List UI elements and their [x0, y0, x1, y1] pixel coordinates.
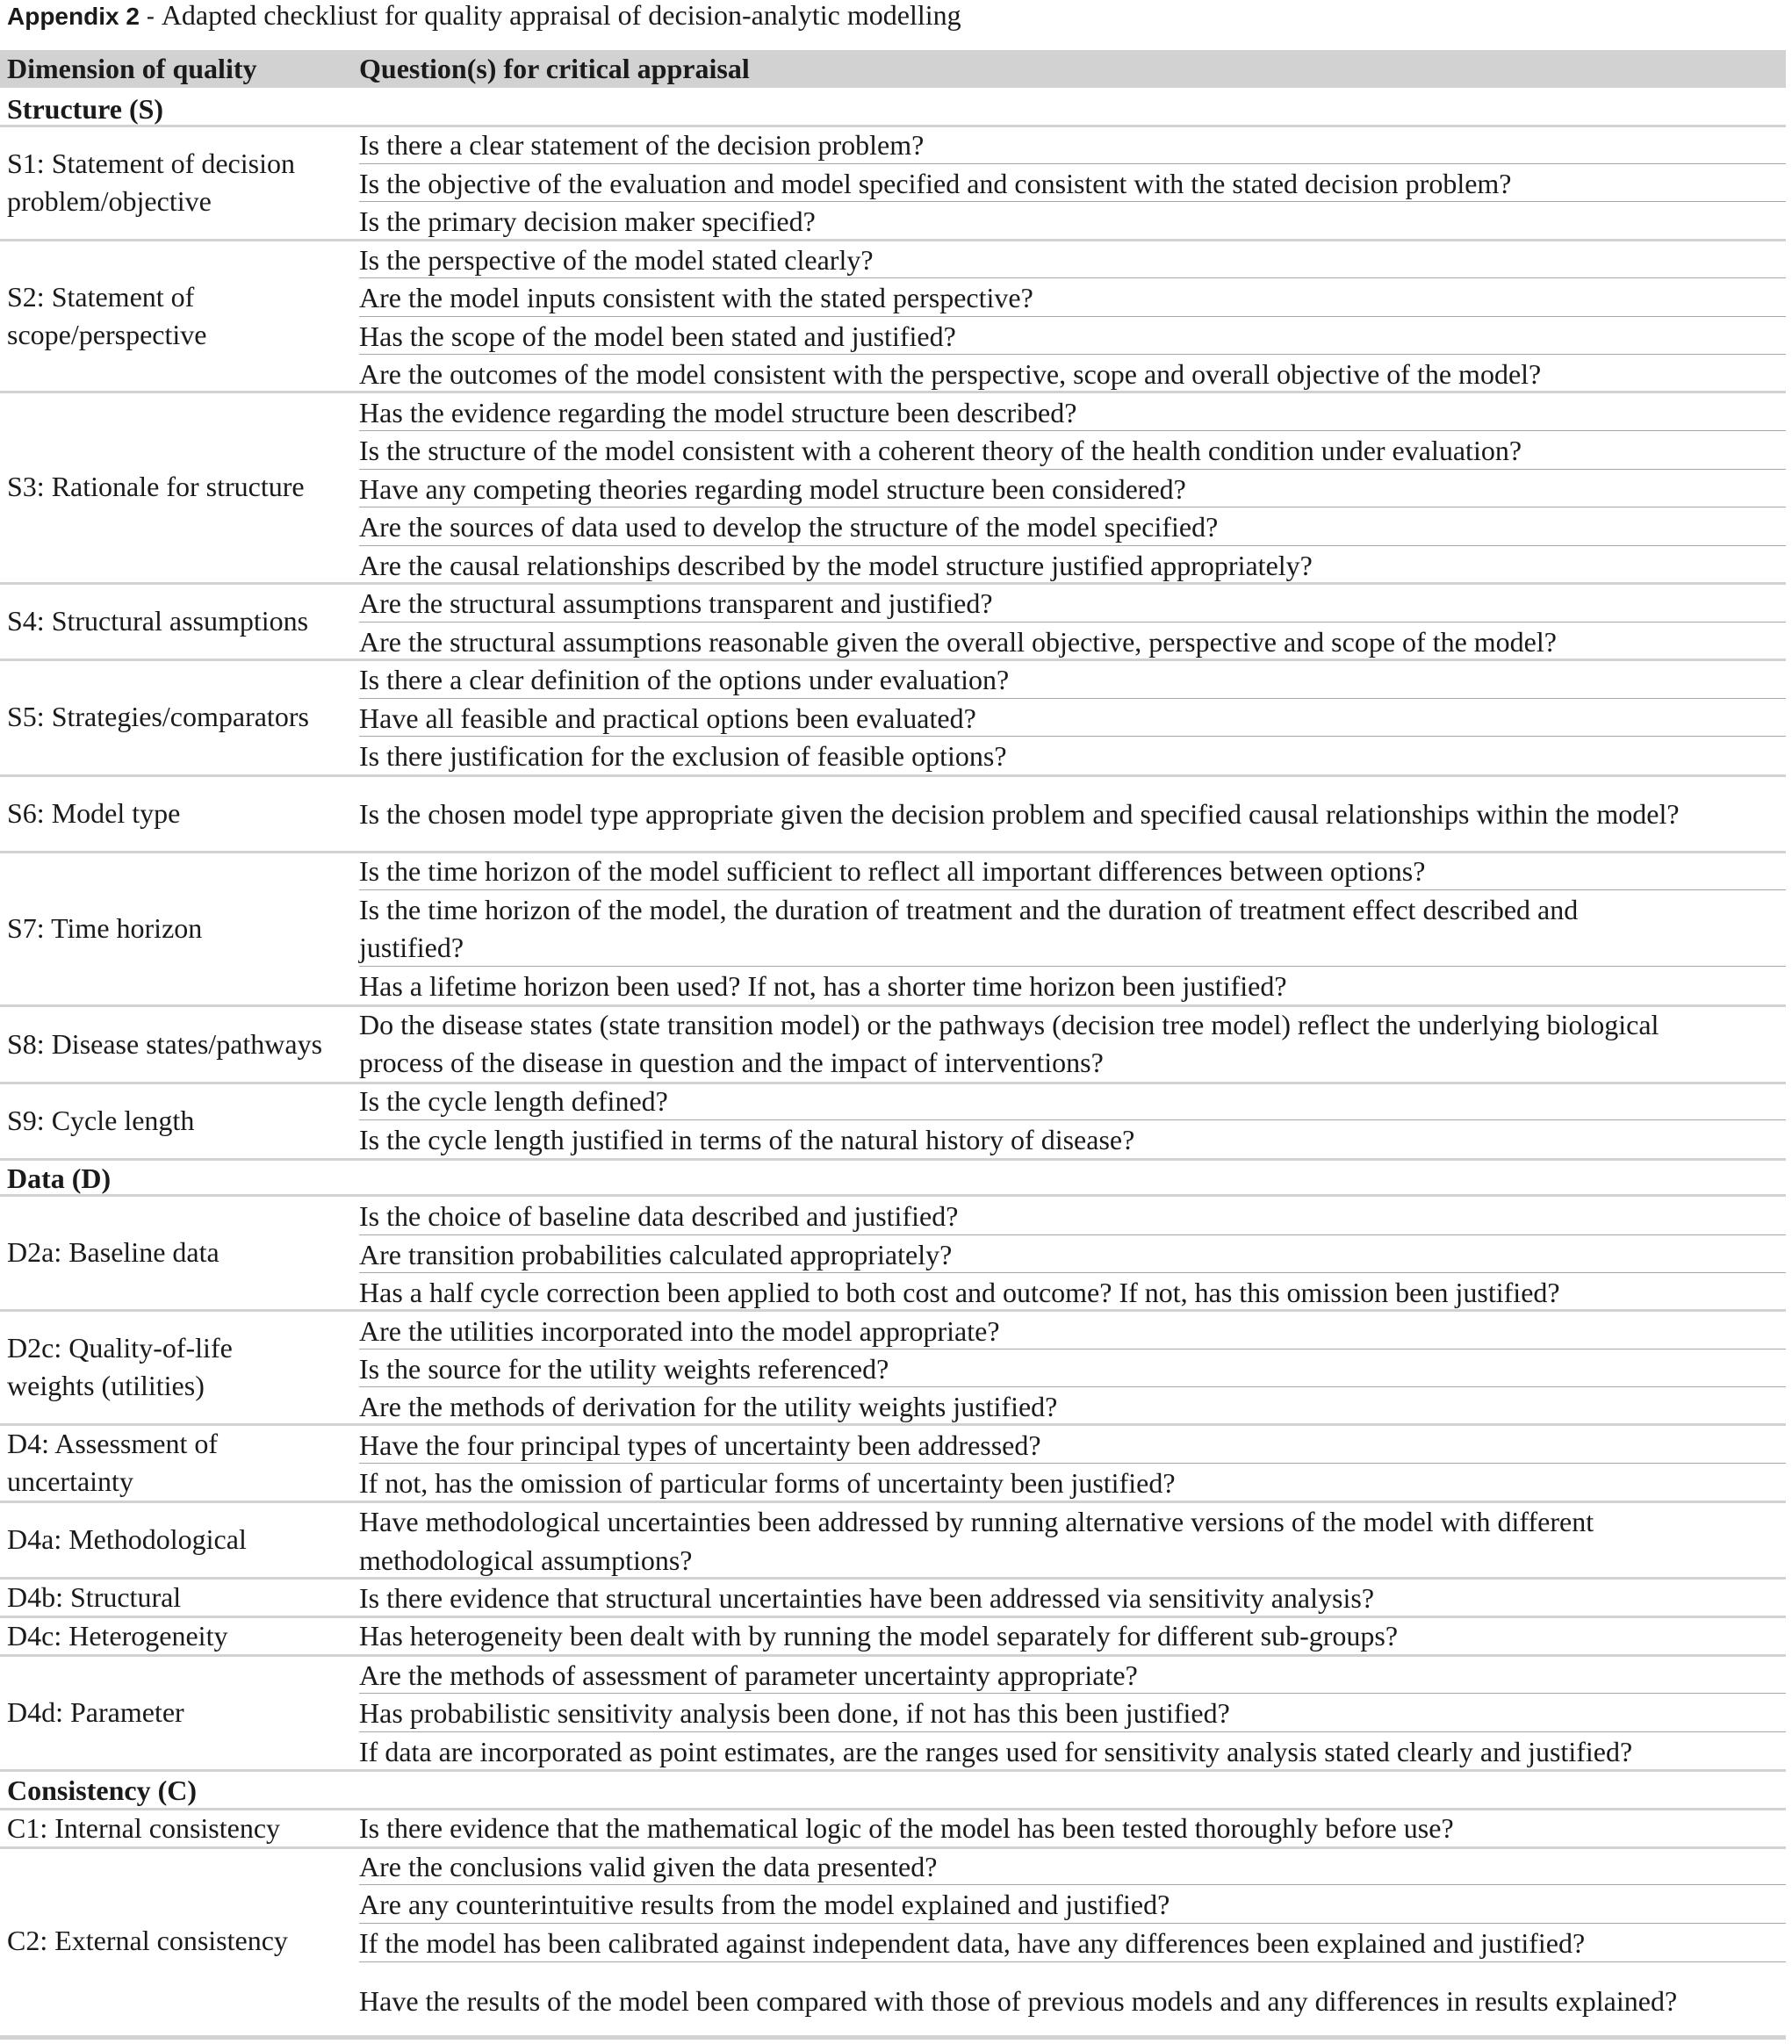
- dimension-line: S5: Strategies/comparators: [7, 700, 309, 732]
- group-rule: [0, 1577, 1786, 1580]
- dimension-line: D4b: Structural: [7, 1580, 182, 1613]
- group-rule: [0, 582, 1786, 585]
- dimension-s6: [7, 776, 358, 851]
- table-header: [0, 50, 1786, 88]
- dimension-c2: [7, 1848, 358, 2033]
- table-bottom-rule: [0, 2035, 1786, 2040]
- dimension-line: D4: Assessment of: [7, 1427, 218, 1459]
- question-line: Is the time horizon of the model sufficient to reflect all important differences between options?: [359, 855, 1426, 887]
- dimension-d4c: [7, 1617, 358, 1654]
- group-rule: [0, 1808, 1786, 1810]
- dimension-line: D4a: Methodological: [7, 1523, 247, 1555]
- group-rule: [0, 1082, 1786, 1084]
- question-line: Is there evidence that structural uncertainties have been addressed via sensitivity analysis?: [359, 1582, 1375, 1614]
- question-line: Is the cycle length justified in terms of the natural history of disease?: [359, 1124, 1135, 1155]
- dimension-line: S2: Statement of: [7, 280, 195, 313]
- group-rule: [0, 1194, 1786, 1197]
- dimension-line: C1: Internal consistency: [7, 1811, 281, 1844]
- dimension-d4: [7, 1425, 358, 1500]
- question-rule: [359, 163, 1786, 164]
- group-rule: [0, 659, 1786, 661]
- dimension-s9: [7, 1083, 358, 1158]
- dimension-line: S1: Statement of decision: [7, 148, 295, 179]
- group-rule: [0, 1004, 1786, 1007]
- group-rule: [0, 391, 1786, 393]
- caption-text: Adapted checkliust for quality appraisal of decision-analytic modelling: [161, 0, 961, 31]
- dimension-line: S8: Disease states/pathways: [7, 1027, 323, 1060]
- question-rule: [359, 889, 1786, 890]
- dimension-line: D4c: Heterogeneity: [7, 1619, 228, 1652]
- question-rule: [359, 736, 1786, 737]
- table-caption: [7, 0, 961, 32]
- question-rule: [359, 316, 1786, 317]
- caption-label: Appendix 2: [7, 3, 140, 30]
- dimension-line: D4d: Parameter: [7, 1696, 184, 1728]
- dimension-line: S9: Cycle length: [7, 1105, 195, 1136]
- question-line: Is the chosen model type appropriate given the decision problem and specified causal relationships within the model?: [359, 798, 1680, 830]
- group-rule: [0, 1616, 1786, 1618]
- section-structure: Structure (S): [7, 93, 164, 125]
- question-rule: [359, 1386, 1786, 1387]
- question-line: Are the conclusions valid given the data presented?: [359, 1851, 938, 1882]
- question-rule: [359, 1234, 1786, 1235]
- dimension-c1: [7, 1810, 358, 1846]
- question-line: Is the source for the utility weights referenced?: [359, 1353, 889, 1385]
- group-rule: [0, 1769, 1786, 1772]
- dimension-s4: [7, 584, 358, 659]
- question-line: Is the objective of the evaluation and model specified and consistent with the stated decision problem?: [359, 168, 1512, 199]
- question-line: Are the methods of derivation for the utility weights justified?: [359, 1391, 1058, 1422]
- question-line: Has probabilistic sensitivity analysis been done, if not has this been justified?: [359, 1697, 1230, 1729]
- header-questions: Question(s) for critical appraisal: [359, 53, 750, 84]
- dimension-d4b: [7, 1579, 358, 1616]
- question-line: Is the perspective of the model stated clearly?: [359, 244, 874, 276]
- question-line: Is the cycle length defined?: [359, 1085, 668, 1117]
- group-rule: [0, 239, 1786, 241]
- dimension-line: uncertainty: [7, 1465, 133, 1497]
- dimension-line: D2a: Baseline data: [7, 1235, 220, 1268]
- dimension-line: S6: Model type: [7, 797, 181, 829]
- dimension-s8: [7, 1006, 358, 1082]
- question-line: If the model has been calibrated against independent data, have any differences been explained and justified?: [359, 1927, 1586, 1959]
- question-rule: [359, 1923, 1786, 1924]
- question-line: If data are incorporated as point estimates, are the ranges used for sensitivity analysis stated clearly and justified?: [359, 1736, 1633, 1767]
- dimension-d4a: [7, 1502, 358, 1577]
- question-rule: [359, 1272, 1786, 1273]
- dimension-s1: [7, 126, 358, 239]
- dimension-line: weights (utilities): [7, 1370, 205, 1401]
- question-line: Has heterogeneity been dealt with by running the model separately for different sub-groups?: [359, 1620, 1399, 1652]
- group-rule: [0, 851, 1786, 853]
- dimension-line: scope/perspective: [7, 318, 207, 350]
- question-rule: [359, 1463, 1786, 1464]
- question-rule: [359, 698, 1786, 699]
- group-rule: [0, 1423, 1786, 1426]
- question-line: Are the causal relationships described by the model structure justified appropriately?: [359, 550, 1313, 581]
- question-rule: [359, 277, 1786, 278]
- question-line: Are the sources of data used to develop the structure of the model specified?: [359, 511, 1219, 543]
- dimension-line: S3: Rationale for structure: [7, 471, 305, 502]
- question-rule: [359, 430, 1786, 431]
- question-line: Is there a clear statement of the decision problem?: [359, 129, 925, 161]
- dimension-d2c: [7, 1311, 358, 1423]
- question-rule: [359, 1884, 1786, 1885]
- question-line: justified?: [359, 932, 464, 963]
- question-line: Have all feasible and practical options been evaluated?: [359, 702, 976, 734]
- question-line: Has a half cycle correction been applied to both cost and outcome? If not, has this omission been justified?: [359, 1277, 1560, 1308]
- question-rule: [359, 469, 1786, 470]
- dimension-d2a: [7, 1196, 358, 1308]
- question-line: Are the methods of assessment of parameter uncertainty appropriate?: [359, 1659, 1138, 1691]
- question-rule: [359, 1119, 1786, 1120]
- question-line: Has the scope of the model been stated and justified?: [359, 320, 956, 352]
- question-rule: [359, 622, 1786, 623]
- question-rule: [359, 545, 1786, 546]
- question-line: Are the model inputs consistent with the stated perspective?: [359, 282, 1033, 313]
- dimension-s2: [7, 241, 358, 391]
- dimension-s5: [7, 660, 358, 773]
- question-line: Is there justification for the exclusion of feasible options?: [359, 740, 1007, 772]
- dimension-s3: [7, 392, 358, 581]
- group-rule: [0, 1158, 1786, 1161]
- dimension-line: S7: Time horizon: [7, 911, 203, 944]
- question-line: process of the disease in question and the impact of interventions?: [359, 1047, 1104, 1078]
- question-line: Have methodological uncertainties been addressed by running alternative versions of the model with different: [359, 1506, 1594, 1537]
- group-rule: [0, 1654, 1786, 1657]
- question-rule: [359, 1961, 1786, 1962]
- question-rule: [359, 201, 1786, 202]
- dimension-s7: [7, 853, 358, 1004]
- question-line: Is there a clear definition of the options under evaluation?: [359, 664, 1010, 695]
- question-line: Are any counterintuitive results from the model explained and justified?: [359, 1889, 1170, 1920]
- question-line: Has the evidence regarding the model structure been described?: [359, 397, 1077, 428]
- group-rule: [0, 125, 1786, 127]
- question-line: If not, has the omission of particular forms of uncertainty been justified?: [359, 1467, 1176, 1499]
- question-line: Is there evidence that the mathematical logic of the model has been tested thoroughly before use?: [359, 1812, 1454, 1844]
- question-line: Do the disease states (state transition model) or the pathways (decision tree model) reflect the underlying biological: [359, 1009, 1659, 1040]
- question-line: Have any competing theories regarding model structure been considered?: [359, 473, 1186, 505]
- question-line: Have the results of the model been compared with those of previous models and any differences in results explained?: [359, 1985, 1678, 2017]
- group-rule: [0, 1846, 1786, 1849]
- question-line: Are the utilities incorporated into the model appropriate?: [359, 1315, 1000, 1347]
- group-rule: [0, 774, 1786, 777]
- question-line: Is the time horizon of the model, the duration of treatment and the duration of treatment effect described and: [359, 894, 1579, 925]
- question-line: Are the structural assumptions transparent and justified?: [359, 587, 993, 619]
- question-rule: [359, 1693, 1786, 1694]
- section-consistency: Consistency (C): [7, 1774, 197, 1806]
- question-line: Has a lifetime horizon been used? If not, has a shorter time horizon been justified?: [359, 970, 1287, 1002]
- question-rule: [359, 966, 1786, 967]
- section-data: Data (D): [7, 1162, 112, 1194]
- header-dimension: Dimension of quality: [7, 53, 257, 84]
- question-line: Have the four principal types of uncertainty been addressed?: [359, 1429, 1041, 1461]
- group-rule: [0, 1501, 1786, 1503]
- question-rule: [359, 354, 1786, 355]
- question-line: Is the primary decision maker specified?: [359, 205, 816, 237]
- dimension-line: problem/objective: [7, 185, 212, 217]
- question-line: methodological assumptions?: [359, 1544, 693, 1576]
- dimension-line: D2c: Quality-of-life: [7, 1332, 233, 1364]
- dimension-line: S4: Structural assumptions: [7, 605, 309, 637]
- dimension-line: C2: External consistency: [7, 1925, 288, 1956]
- question-line: Is the choice of baseline data described and justified?: [359, 1200, 959, 1232]
- question-line: Are the structural assumptions reasonable given the overall objective, perspective and scope of the model?: [359, 626, 1557, 658]
- question-line: Are the outcomes of the model consistent with the perspective, scope and overall objective of the model?: [359, 358, 1542, 390]
- caption-separator: -: [139, 3, 162, 30]
- question-rule: [359, 1731, 1786, 1732]
- group-rule: [0, 1309, 1786, 1312]
- question-line: Are transition probabilities calculated appropriately?: [359, 1239, 953, 1270]
- question-line: Is the structure of the model consistent with a coherent theory of the health condition under evaluation?: [359, 435, 1522, 466]
- dimension-d4d: [7, 1656, 358, 1769]
